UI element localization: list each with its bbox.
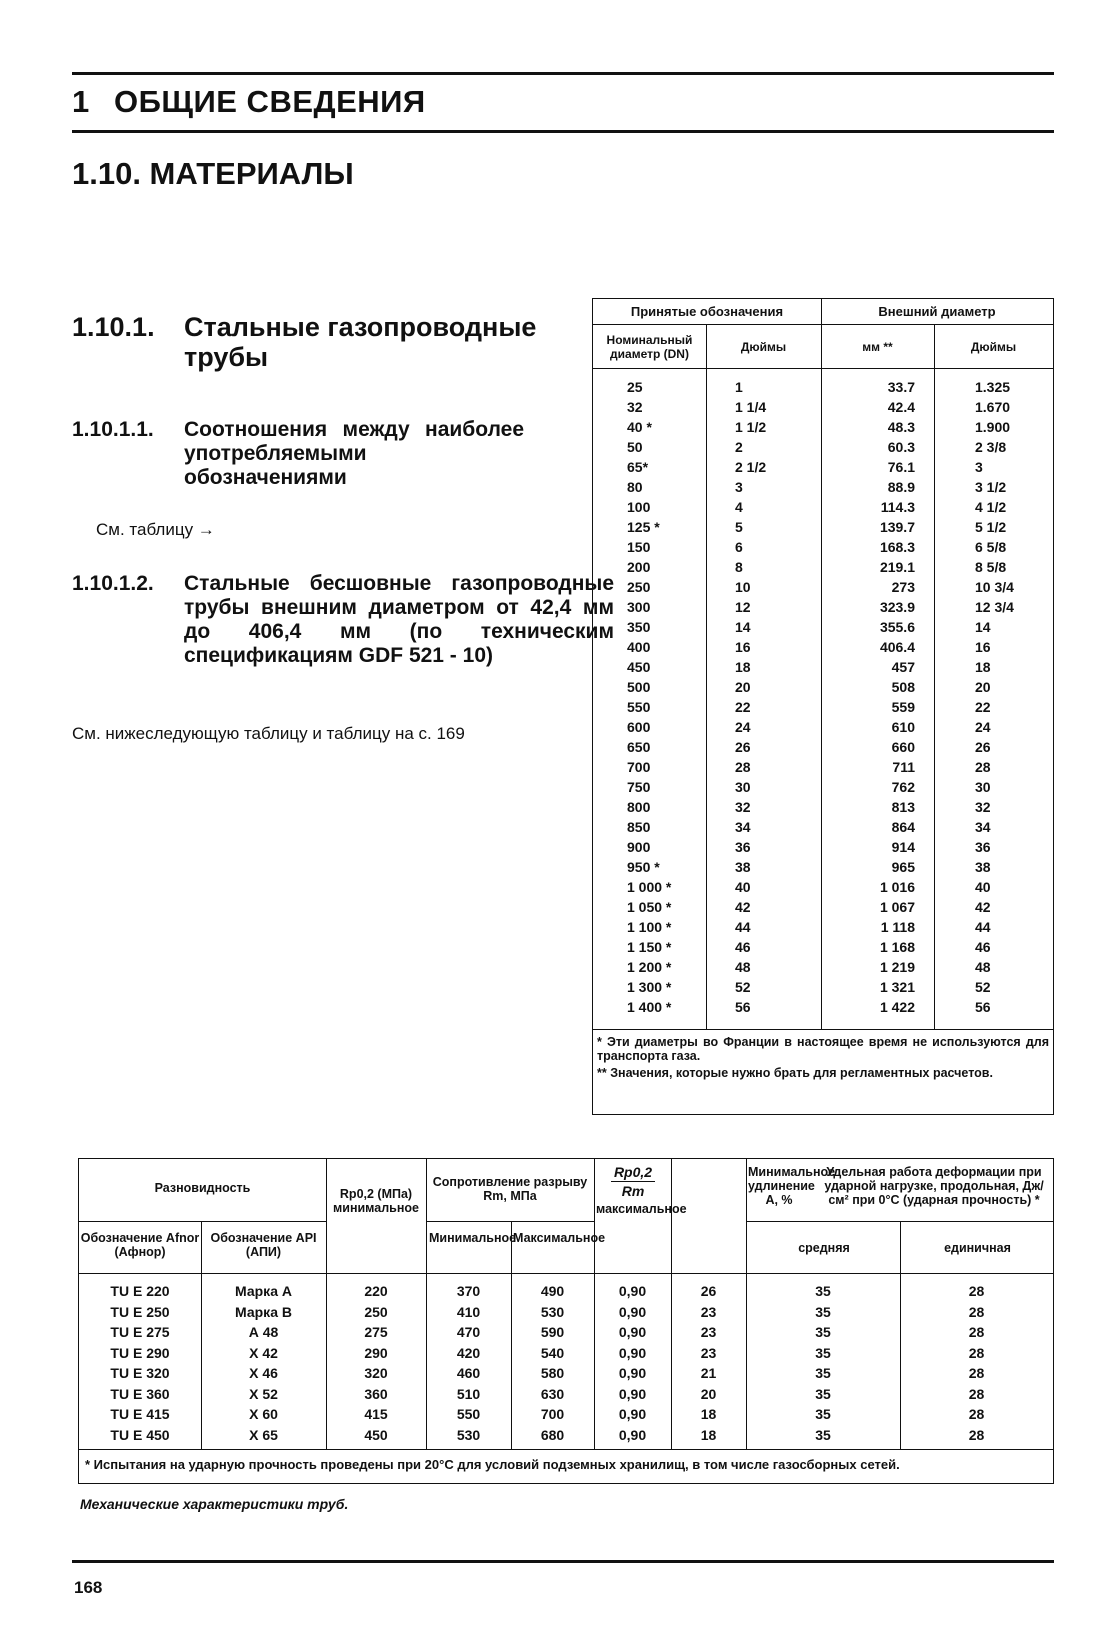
table-caption: Механические характеристики труб. xyxy=(80,1496,349,1512)
rp-cell: 450 xyxy=(364,1426,388,1443)
inches-cell: 4 xyxy=(735,499,743,515)
mm-cell: 139.7 xyxy=(879,519,915,535)
impact-single-cell: 28 xyxy=(968,1344,985,1361)
subsection-1-10-1 xyxy=(72,312,542,376)
outer-inches-cell: 52 xyxy=(975,979,991,995)
rp-cell: 290 xyxy=(364,1344,388,1361)
outer-inches-cell: 8 5/8 xyxy=(975,559,1007,575)
header-impact-single: единичная xyxy=(944,1241,1011,1255)
column-divider xyxy=(934,325,935,1029)
outer-inches-cell: 3 xyxy=(975,459,983,475)
dn-cell: 125 * xyxy=(627,519,660,535)
ratio-cell: 0,90 xyxy=(618,1324,647,1340)
header-rp: Rp0,2 (МПа) минимальное xyxy=(333,1187,419,1215)
dn-cell: 65* xyxy=(627,459,649,475)
elongation-cell: 23 xyxy=(700,1344,717,1361)
outer-inches-cell: 1.670 xyxy=(975,399,1011,415)
inches-cell: 38 xyxy=(735,859,751,875)
ratio-label: максимальное xyxy=(596,1202,687,1216)
rm-max-cell: 700 xyxy=(540,1406,565,1422)
column-divider xyxy=(821,299,822,1029)
dn-cell: 700 xyxy=(627,759,651,775)
impact-single-cell: 28 xyxy=(968,1324,985,1340)
inches-cell: 2 xyxy=(735,439,743,455)
mm-cell: 660 xyxy=(891,739,915,755)
header-outer-inches: Дюймы xyxy=(934,325,1053,369)
rm-max-cell: 590 xyxy=(540,1324,565,1340)
impact-avg-cell: 35 xyxy=(815,1283,831,1299)
outer-inches-cell: 14 xyxy=(975,619,991,635)
row-divider xyxy=(79,1273,1053,1274)
mm-cell: 457 xyxy=(891,659,915,675)
rm-min-cell: 460 xyxy=(456,1365,481,1381)
impact-single-cell: 28 xyxy=(968,1365,985,1381)
afnor-column xyxy=(79,1281,201,1445)
header-designations: Принятые обозначения xyxy=(593,299,821,325)
dn-cell: 800 xyxy=(627,799,651,815)
outer-inches-cell: 42 xyxy=(975,899,991,915)
mm-cell: 60.3 xyxy=(887,439,915,455)
outer-inches-cell: 28 xyxy=(975,759,991,775)
dn-cell: 1 300 * xyxy=(627,979,672,995)
outer-inches-cell: 2 3/8 xyxy=(975,439,1007,455)
api-cell: Х 46 xyxy=(249,1365,278,1381)
header-ratio xyxy=(596,1164,687,1216)
elongation-cell: 18 xyxy=(700,1406,717,1422)
rm-max-cell: 540 xyxy=(540,1344,565,1361)
ratio-cell: 0,90 xyxy=(618,1365,647,1381)
subsection-title: Стальные бесшовные газопроводные трубы внешним диаметром от 42,4 мм до 406,4 мм (по техническим спецификациям GDF 521 - 10) xyxy=(184,572,614,667)
dn-cell: 1 100 * xyxy=(627,919,672,935)
outer-inches-cell: 36 xyxy=(975,839,991,855)
inches-cell: 30 xyxy=(735,779,751,795)
mm-cell: 273 xyxy=(891,579,915,595)
ratio-numerator: Rp0,2 xyxy=(613,1164,653,1180)
impact-single-cell: 28 xyxy=(968,1406,985,1422)
header-variety: Разновидность xyxy=(154,1181,251,1195)
inches-cell: 3 xyxy=(735,479,743,495)
rm-min-column xyxy=(426,1281,511,1445)
rm-max-cell: 580 xyxy=(540,1365,565,1381)
mech-footnote: * Испытания на ударную прочность проведены при 20°С для условий подземных хранилищ, в том числе газосборных сетей. xyxy=(85,1457,900,1472)
outer-inches-cell: 1.325 xyxy=(975,379,1011,395)
inches-cell: 32 xyxy=(735,799,751,815)
ratio-cell: 0,90 xyxy=(618,1344,647,1361)
afnor-cell: TU E 360 xyxy=(110,1385,170,1402)
outer-inches-cell: 32 xyxy=(975,799,991,815)
header-outer-diameter: Внешний диаметр xyxy=(821,299,1053,325)
header-elongation: Минимальное удлинение А, % xyxy=(748,1165,836,1207)
api-cell: Марка А xyxy=(235,1283,292,1299)
rm-min-cell: 470 xyxy=(456,1324,481,1340)
outer-inches-cell: 12 3/4 xyxy=(975,599,1014,615)
dn-cell: 25 xyxy=(627,379,643,395)
footnote-2: ** Значения, которые нужно брать для регламентных расчетов. xyxy=(597,1066,993,1080)
dn-cell: 900 xyxy=(627,839,651,855)
api-cell: А 48 xyxy=(248,1324,279,1340)
rp-cell: 275 xyxy=(364,1324,388,1340)
dn-cell: 1 400 * xyxy=(627,999,672,1015)
dn-cell: 350 xyxy=(627,619,651,635)
inches-cell: 34 xyxy=(735,819,751,835)
header-impact-avg: средняя xyxy=(798,1241,850,1255)
dn-cell: 400 xyxy=(627,639,651,655)
header-rm-min: Минимальное xyxy=(429,1231,517,1245)
column-divider xyxy=(706,325,707,1029)
outer-inches-cell: 30 xyxy=(975,779,991,795)
mm-cell: 114.3 xyxy=(880,499,915,515)
dn-cell: 300 xyxy=(627,599,651,615)
see-below-text: См. нижеследующую таблицу и таблицу на с. 169 xyxy=(72,724,465,743)
header-api: Обозначение API (АПИ) xyxy=(210,1231,317,1259)
mm-cell: 323.9 xyxy=(879,599,915,615)
rm-max-column xyxy=(511,1281,594,1445)
header-impact: Удельная работа деформации при ударной нагрузке, продольная, Дж/см² при 0°С (ударная прочность) * xyxy=(824,1165,1044,1207)
outer-inches-cell: 1.900 xyxy=(975,419,1011,435)
inches-cell: 36 xyxy=(735,839,751,855)
dn-cell: 600 xyxy=(627,719,651,735)
subsection-number: 1.10.1. xyxy=(72,312,155,342)
rm-min-cell: 410 xyxy=(456,1303,481,1320)
dn-cell: 1 200 * xyxy=(627,959,672,975)
page-number: 168 xyxy=(74,1578,103,1597)
chapter-number: 1 xyxy=(72,84,90,119)
inches-cell: 1 1/2 xyxy=(735,419,767,435)
mm-cell: 42.4 xyxy=(887,399,915,415)
afnor-cell: TU E 250 xyxy=(110,1303,170,1320)
subsection-1-10-1-1 xyxy=(72,418,617,498)
ratio-column xyxy=(594,1281,671,1445)
dn-cell: 250 xyxy=(627,579,651,595)
inches-cell: 42 xyxy=(735,899,751,915)
ratio-cell: 0,90 xyxy=(618,1283,647,1299)
elongation-cell: 18 xyxy=(700,1426,717,1443)
impact-avg-cell: 35 xyxy=(815,1324,831,1340)
inches-cell: 12 xyxy=(735,599,751,615)
inches-cell: 56 xyxy=(735,999,751,1015)
dn-cell: 32 xyxy=(627,399,643,415)
dn-cell: 80 xyxy=(627,479,643,495)
chapter-title: ОБЩИЕ СВЕДЕНИЯ xyxy=(114,84,426,119)
inches-cell: 52 xyxy=(735,979,751,995)
impact-avg-cell: 35 xyxy=(815,1385,831,1402)
rm-max-cell: 530 xyxy=(540,1303,565,1320)
outer-inches-cell: 5 1/2 xyxy=(975,519,1007,535)
rp-cell: 360 xyxy=(364,1385,388,1402)
outer-inches-cell: 18 xyxy=(975,659,991,675)
api-column xyxy=(201,1281,326,1445)
outer-inches-cell: 48 xyxy=(975,959,991,975)
top-rule xyxy=(72,72,1054,75)
rm-max-cell: 680 xyxy=(540,1426,565,1443)
dn-cell: 750 xyxy=(627,779,651,795)
ratio-cell: 0,90 xyxy=(618,1303,647,1320)
header-inches: Дюймы xyxy=(706,325,821,369)
mm-cell: 864 xyxy=(891,819,915,835)
api-cell: Марка В xyxy=(235,1303,292,1320)
rp-column xyxy=(326,1281,426,1445)
impact-single-cell: 28 xyxy=(968,1426,985,1443)
impact-single-cell: 28 xyxy=(968,1283,985,1299)
dn-cell: 50 xyxy=(627,439,643,455)
afnor-cell: TU E 450 xyxy=(110,1426,170,1443)
dn-cell: 550 xyxy=(627,699,651,715)
outer-inches-cell: 6 5/8 xyxy=(975,539,1007,555)
elongation-cell: 23 xyxy=(700,1324,717,1340)
mm-cell: 76.1 xyxy=(887,459,915,475)
inches-cell: 48 xyxy=(735,959,751,975)
api-cell: Х 52 xyxy=(249,1385,278,1402)
ratio-denominator: Rm xyxy=(621,1183,645,1199)
inches-cell: 46 xyxy=(735,939,751,955)
afnor-cell: TU E 220 xyxy=(110,1283,170,1299)
inches-column xyxy=(735,377,766,1017)
mm-cell: 168.3 xyxy=(879,539,915,555)
mm-cell: 1 321 xyxy=(879,979,915,995)
mm-cell: 88.9 xyxy=(887,479,915,495)
impact-avg-cell: 35 xyxy=(815,1365,831,1381)
rm-min-cell: 530 xyxy=(456,1426,481,1443)
dn-cell: 150 xyxy=(627,539,651,555)
subsection-title: Соотношения между наиболее употребляемыми обозначениями xyxy=(184,418,524,489)
subsection-1-10-1-2 xyxy=(72,572,617,702)
inches-cell: 26 xyxy=(735,739,751,755)
outer-inches-cell: 56 xyxy=(975,999,991,1015)
outer-inches-cell: 38 xyxy=(975,859,991,875)
row-divider xyxy=(79,1221,326,1222)
header-rm: Сопротивление разрыву Rm, МПа xyxy=(432,1175,588,1203)
elongation-cell: 26 xyxy=(700,1283,717,1299)
mm-cell: 610 xyxy=(891,719,915,735)
api-cell: Х 65 xyxy=(249,1426,278,1443)
outer-inches-cell: 40 xyxy=(975,879,991,895)
outer-inches-cell: 22 xyxy=(975,699,991,715)
outer-inches-cell: 24 xyxy=(975,719,991,735)
inches-cell: 5 xyxy=(735,519,743,535)
ratio-cell: 0,90 xyxy=(618,1385,647,1402)
afnor-cell: TU E 320 xyxy=(110,1365,170,1381)
mm-cell: 406.4 xyxy=(879,639,915,655)
mm-cell: 965 xyxy=(891,859,915,875)
rm-min-cell: 550 xyxy=(456,1406,481,1422)
inches-cell: 44 xyxy=(735,919,751,935)
footnote-divider xyxy=(593,1029,1053,1030)
rm-min-cell: 370 xyxy=(456,1283,481,1299)
mm-cell: 33.7 xyxy=(887,379,915,395)
inches-cell: 10 xyxy=(735,579,751,595)
inches-cell: 6 xyxy=(735,539,743,555)
header-mm: мм ** xyxy=(821,325,934,369)
subsection-number: 1.10.1.1. xyxy=(72,418,154,441)
inches-cell: 18 xyxy=(735,659,751,675)
impact-single-cell: 28 xyxy=(968,1385,985,1402)
dn-cell: 650 xyxy=(627,739,651,755)
mm-cell: 1 219 xyxy=(879,959,915,975)
mm-cell: 508 xyxy=(891,679,915,695)
impact-avg-cell: 35 xyxy=(815,1426,831,1443)
dn-cell: 100 xyxy=(627,499,651,515)
outer-inches-cell: 26 xyxy=(975,739,991,755)
impact-avg-cell: 35 xyxy=(815,1344,831,1361)
ratio-cell: 0,90 xyxy=(618,1406,647,1422)
inches-cell: 1 xyxy=(735,379,743,395)
subsection-title: Стальные газопроводные трубы xyxy=(184,312,537,372)
outer-inches-cell: 44 xyxy=(975,919,991,935)
inches-cell: 8 xyxy=(735,559,743,575)
dn-cell: 40 * xyxy=(627,419,652,435)
elongation-cell: 20 xyxy=(700,1385,717,1402)
mm-cell: 219.1 xyxy=(879,559,915,575)
impact-single-cell: 28 xyxy=(968,1303,985,1320)
impact-avg-column xyxy=(746,1281,900,1445)
mm-cell: 1 067 xyxy=(879,899,915,915)
chapter-heading xyxy=(72,84,426,120)
ratio-fraction-bar xyxy=(611,1181,655,1182)
impact-avg-cell: 35 xyxy=(815,1406,831,1422)
mm-cell: 1 016 xyxy=(879,879,915,895)
mm-cell: 711 xyxy=(892,759,915,775)
rp-cell: 320 xyxy=(364,1365,388,1381)
section-title: 1.10. МАТЕРИАЛЫ xyxy=(72,156,354,191)
elongation-cell: 23 xyxy=(700,1303,717,1320)
mm-cell: 914 xyxy=(891,839,915,855)
rp-cell: 415 xyxy=(364,1406,388,1422)
afnor-cell: TU E 275 xyxy=(110,1324,170,1340)
impact-avg-cell: 35 xyxy=(815,1303,831,1320)
mm-cell: 559 xyxy=(891,699,915,715)
mechanical-table xyxy=(78,1158,1054,1484)
see-table-text: См. таблицу → xyxy=(96,520,215,539)
mm-cell: 1 118 xyxy=(880,919,915,935)
outer-inches-cell: 34 xyxy=(975,819,991,835)
dn-cell: 500 xyxy=(627,679,651,695)
chapter-rule xyxy=(72,130,1054,133)
rp-cell: 220 xyxy=(364,1283,388,1299)
inches-cell: 28 xyxy=(735,759,751,775)
api-cell: Х 60 xyxy=(249,1406,278,1422)
inches-cell: 24 xyxy=(735,719,751,735)
mm-cell: 355.6 xyxy=(879,619,915,635)
dn-cell: 450 xyxy=(627,659,651,675)
subsection-number: 1.10.1.2. xyxy=(72,572,154,595)
diameter-table xyxy=(592,298,1054,1115)
dn-cell: 1 150 * xyxy=(627,939,672,955)
row-divider xyxy=(426,1221,594,1222)
header-afnor: Обозначение Afnor (Афнор) xyxy=(80,1231,200,1259)
outer-inches-cell: 10 3/4 xyxy=(975,579,1014,595)
mm-cell: 813 xyxy=(891,799,915,815)
inches-cell: 16 xyxy=(735,639,751,655)
inches-cell: 2 1/2 xyxy=(735,459,767,475)
impact-single-column xyxy=(900,1281,1053,1445)
outer-inches-cell: 16 xyxy=(975,639,991,655)
inches-cell: 20 xyxy=(735,679,751,695)
outer-inches-cell: 3 1/2 xyxy=(975,479,1007,495)
inches-cell: 22 xyxy=(735,699,751,715)
rm-min-cell: 420 xyxy=(456,1344,481,1361)
mm-column xyxy=(843,377,915,1017)
elongation-cell: 21 xyxy=(700,1365,717,1381)
rm-min-cell: 510 xyxy=(456,1385,481,1402)
dn-cell: 1 000 * xyxy=(627,879,672,895)
dn-cell: 1 050 * xyxy=(627,899,672,915)
outer-inches-cell: 4 1/2 xyxy=(975,499,1007,515)
header-nominal-dn: Номинальный диаметр (DN) xyxy=(593,325,706,369)
rp-cell: 250 xyxy=(364,1303,388,1320)
mm-cell: 1 422 xyxy=(879,999,915,1015)
ratio-cell: 0,90 xyxy=(618,1426,647,1443)
footnote-1: * Эти диаметры во Франции в настоящее время не используются для транспорта газа. xyxy=(597,1035,1049,1063)
mm-cell: 48.3 xyxy=(887,419,915,435)
mm-cell: 762 xyxy=(891,779,915,795)
afnor-cell: TU E 415 xyxy=(110,1406,170,1422)
diameter-footnotes xyxy=(597,1035,1049,1083)
outer-inches-cell: 20 xyxy=(975,679,991,695)
elongation-column xyxy=(671,1281,746,1445)
api-cell: Х 42 xyxy=(249,1344,278,1361)
dn-cell: 850 xyxy=(627,819,651,835)
bottom-rule xyxy=(72,1560,1054,1563)
mm-cell: 1 168 xyxy=(879,939,915,955)
dn-cell: 200 xyxy=(627,559,651,575)
rm-max-cell: 630 xyxy=(540,1385,565,1402)
header-rm-max: Максимальное xyxy=(513,1231,606,1245)
inches-cell: 14 xyxy=(735,619,751,635)
dn-cell: 950 * xyxy=(627,859,660,875)
inches-cell: 1 1/4 xyxy=(735,399,767,415)
rm-max-cell: 490 xyxy=(540,1283,565,1299)
outer-inches-cell: 46 xyxy=(975,939,991,955)
row-divider xyxy=(79,1449,1053,1450)
inches-cell: 40 xyxy=(735,879,751,895)
outer-inches-column xyxy=(975,377,1014,1017)
dn-column xyxy=(627,377,671,1017)
afnor-cell: TU E 290 xyxy=(110,1344,170,1361)
